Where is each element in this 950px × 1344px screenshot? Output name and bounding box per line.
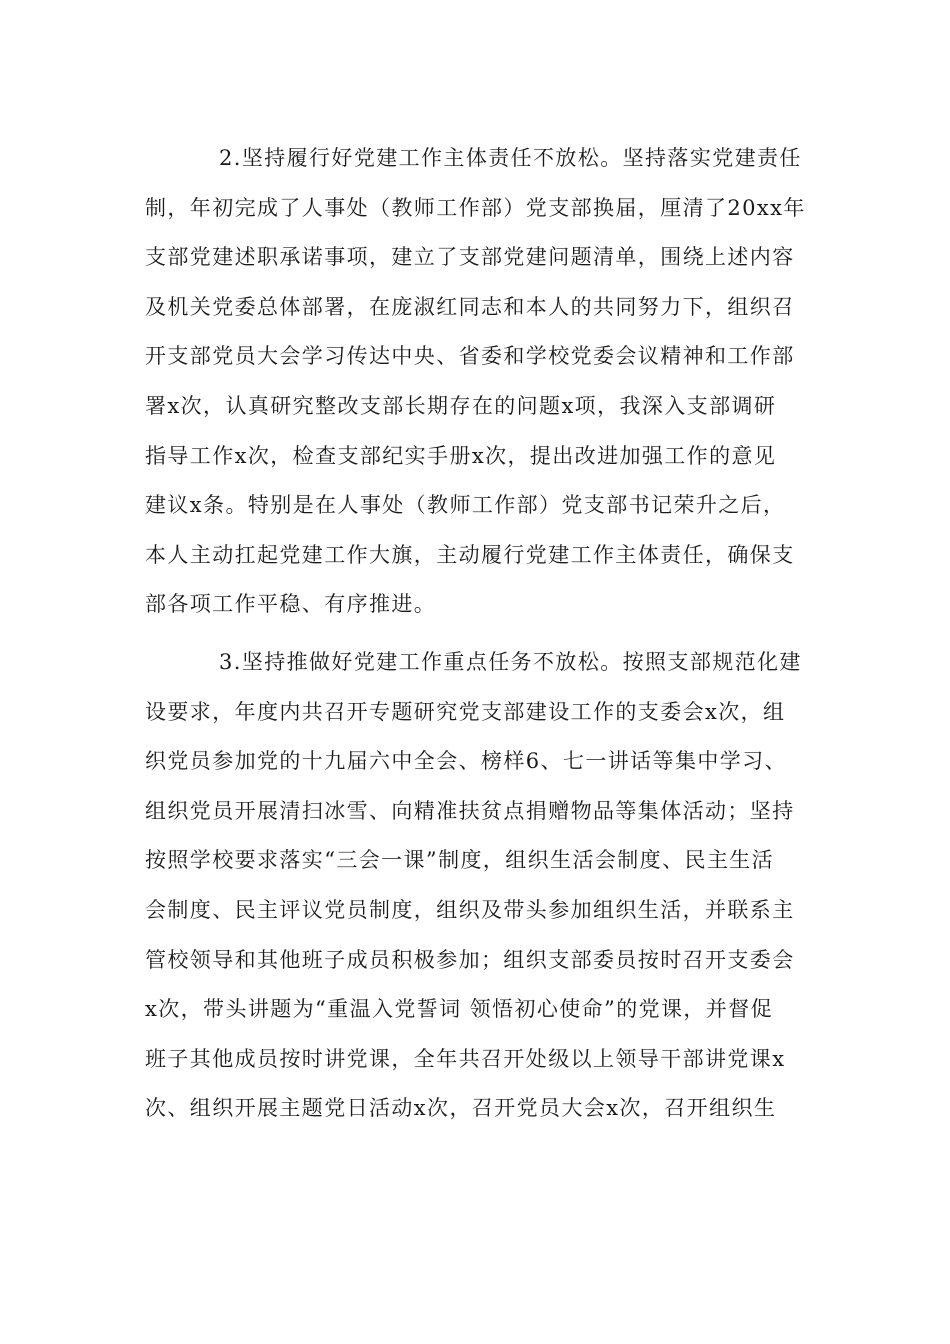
text-line: 会制度、民主评议党员制度，组织及带头参加组织生活，并联系主 bbox=[145, 897, 795, 922]
text-line: 指导工作x次，检查支部纪实手册x次，提出改进加强工作的意见 bbox=[145, 443, 777, 468]
text-line: 按照学校要求落实“三会一课”制度，组织生活会制度、民主生活 bbox=[145, 848, 775, 873]
document-body bbox=[145, 134, 805, 1134]
text-line: 次、组织开展主题党日活动x次，召开党员大会x次，召开组织生 bbox=[145, 1096, 777, 1121]
text-line: 2.坚持履行好党建工作主体责任不放松。坚持落实党建责任 bbox=[219, 146, 802, 170]
text-line: 及机关党委总体部署，在庞淑红同志和本人的共同努力下，组织召 bbox=[145, 294, 795, 319]
paragraph-3 bbox=[145, 638, 805, 1134]
text-line: x次，带头讲题为“重温入党誓词 领悟初心使命”的党课，并督促 bbox=[145, 997, 773, 1022]
text-line: 支部党建述职承诺事项，建立了支部党建问题清单，围绕上述内容 bbox=[145, 245, 795, 270]
text-line: 织党员参加党的十九届六中全会、榜样6、七一讲话等集中学习、 bbox=[145, 749, 787, 774]
text-line: 开支部党员大会学习传达中央、省委和学校党委会议精神和工作部 bbox=[145, 344, 795, 369]
text-line: 建议x条。特别是在人事处（教师工作部）党支部书记荣升之后， bbox=[145, 493, 786, 518]
text-line: 班子其他成员按时讲党课，全年共召开处级以上领导干部讲党课x bbox=[145, 1046, 786, 1071]
paragraph-2 bbox=[145, 134, 805, 630]
text-line: 3.坚持推做好党建工作重点任务不放松。按照支部规范化建 bbox=[219, 649, 802, 674]
text-line: 部各项工作平稳、有序推进。 bbox=[145, 592, 437, 617]
text-line: 管校领导和其他班子成员积极参加；组织支部委员按时召开支委会 bbox=[145, 947, 795, 972]
text-line: 本人主动扛起党建工作大旗，主动履行党建工作主体责任，确保支 bbox=[145, 542, 795, 567]
text-line: 署x次，认真研究整改支部长期存在的问题x项，我深入支部调研 bbox=[145, 393, 777, 418]
text-line: 设要求，年度内共召开专题研究党支部建设工作的支委会x次，组 bbox=[145, 699, 786, 724]
text-line: 组织党员开展清扫冰雪、向精准扶贫点捐赠物品等集体活动；坚持 bbox=[145, 798, 795, 823]
text-line: 制，年初完成了人事处（教师工作部）党支部换届，厘清了20xx年 bbox=[145, 195, 806, 220]
